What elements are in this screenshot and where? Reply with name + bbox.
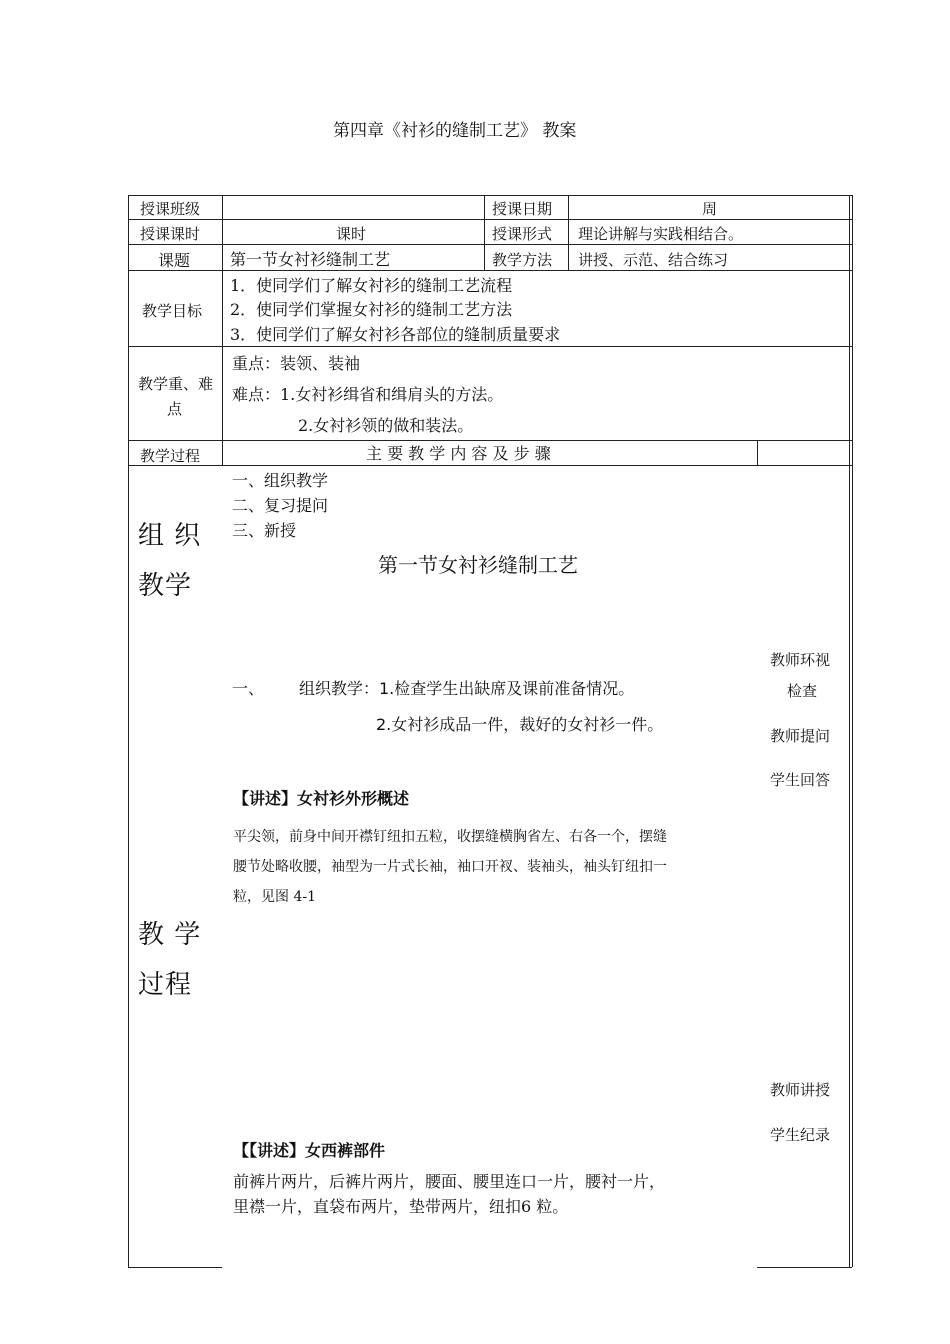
key-point: 重点：装领、装袖 — [232, 354, 361, 373]
objective-item: 3．使同学们了解女衬衫各部位的缝制质量要求 — [230, 325, 561, 344]
table-rule — [128, 465, 852, 466]
teacher-note: 学生回答 — [770, 771, 831, 789]
lecture-text: 里襟一片，直袋布两片，垫带两片，纽扣6 粒。 — [233, 1197, 569, 1216]
topic-value: 第一节女衬衫缝制工艺 — [230, 250, 391, 269]
process-label: 教学过程 — [140, 447, 201, 465]
date-label: 授课日期 — [492, 200, 553, 218]
teacher-note: 检查 — [787, 682, 818, 700]
keypoints-label: 教学重、难 — [138, 375, 214, 393]
date-value: 周 — [702, 200, 718, 218]
org-line: 组织教学：1.检查学生出缺席及课前准备情况。 — [299, 679, 635, 698]
objective-item: 1．使同学们了解女衬衫的缝制工艺流程 — [230, 276, 513, 295]
table-rule — [222, 195, 223, 465]
table-rule — [128, 346, 852, 347]
table-rule — [128, 195, 852, 196]
stage-label-organize-cont: 教学 — [138, 571, 193, 601]
table-rule — [757, 1267, 852, 1268]
hours-label: 授课课时 — [140, 225, 201, 243]
teacher-note: 教师环视 — [770, 651, 831, 669]
method-label: 教学方法 — [492, 251, 553, 269]
stage-label-teaching: 教 学 — [138, 920, 202, 950]
outline-item: 二、复习提问 — [232, 496, 329, 515]
teacher-note: 教师提问 — [770, 727, 831, 745]
lecture-text: 粒，见图 4-1 — [233, 889, 316, 905]
document-title: 第四章《衬衫的缝制工艺》 教案 — [333, 121, 577, 141]
table-rule — [484, 195, 485, 270]
teacher-note: 教师讲授 — [770, 1081, 831, 1099]
topic-label: 课题 — [158, 251, 191, 270]
keypoints-label-cont: 点 — [167, 400, 183, 418]
stage-label-organize: 组 织 — [138, 521, 202, 551]
table-rule — [128, 219, 852, 220]
org-prefix: 一、 — [232, 679, 265, 698]
objectives-label: 教学目标 — [142, 302, 203, 320]
table-rule — [128, 195, 129, 1267]
form-value: 理论讲解与实践相结合。 — [578, 225, 744, 243]
table-rule — [568, 195, 569, 270]
process-heading: 主 要 教 学 内 容 及 步 骤 — [366, 444, 551, 463]
form-label: 授课形式 — [492, 225, 553, 243]
outline-item: 三、新授 — [232, 521, 297, 540]
difficult-point: 2.女衬衫领的做和装法。 — [298, 416, 474, 435]
stage-label-teaching-cont: 过程 — [138, 970, 193, 1000]
teacher-note: 学生纪录 — [770, 1126, 831, 1144]
table-rule — [128, 1267, 222, 1268]
table-rule — [757, 440, 758, 465]
outline-item: 一、组织教学 — [232, 471, 329, 490]
objective-item: 2．使同学们掌握女衬衫的缝制工艺方法 — [230, 300, 513, 319]
table-rule — [128, 270, 852, 271]
lecture-text: 平尖领，前身中间开襟钉纽扣五粒，收摆缝横胸省左、右各一个，摆缝 — [233, 829, 667, 845]
lecture-text: 腰节处略收腰，袖型为一片式长袖，袖口开衩、装袖头，袖头钉纽扣一 — [233, 859, 667, 875]
section-title: 第一节女衬衫缝制工艺 — [378, 553, 578, 577]
table-rule — [852, 195, 853, 1267]
class-label: 授课班级 — [140, 200, 201, 218]
method-value: 讲授、示范、结合练习 — [578, 251, 729, 269]
difficult-point: 难点：1.女衬衫缉省和缉肩头的方法。 — [232, 385, 504, 404]
lecture-title: 【讲述】女衬衫外形概述 — [233, 789, 410, 808]
lecture-text: 前裤片两片，后裤片两片，腰面、腰里连口一片，腰衬一片， — [233, 1172, 666, 1191]
table-rule — [128, 244, 852, 245]
lecture-title: 【【讲述】女西裤部件 — [233, 1141, 386, 1160]
table-rule — [849, 195, 850, 1267]
org-line: 2.女衬衫成品一件，裁好的女衬衫一件。 — [376, 715, 664, 734]
hours-value: 课时 — [336, 225, 367, 243]
